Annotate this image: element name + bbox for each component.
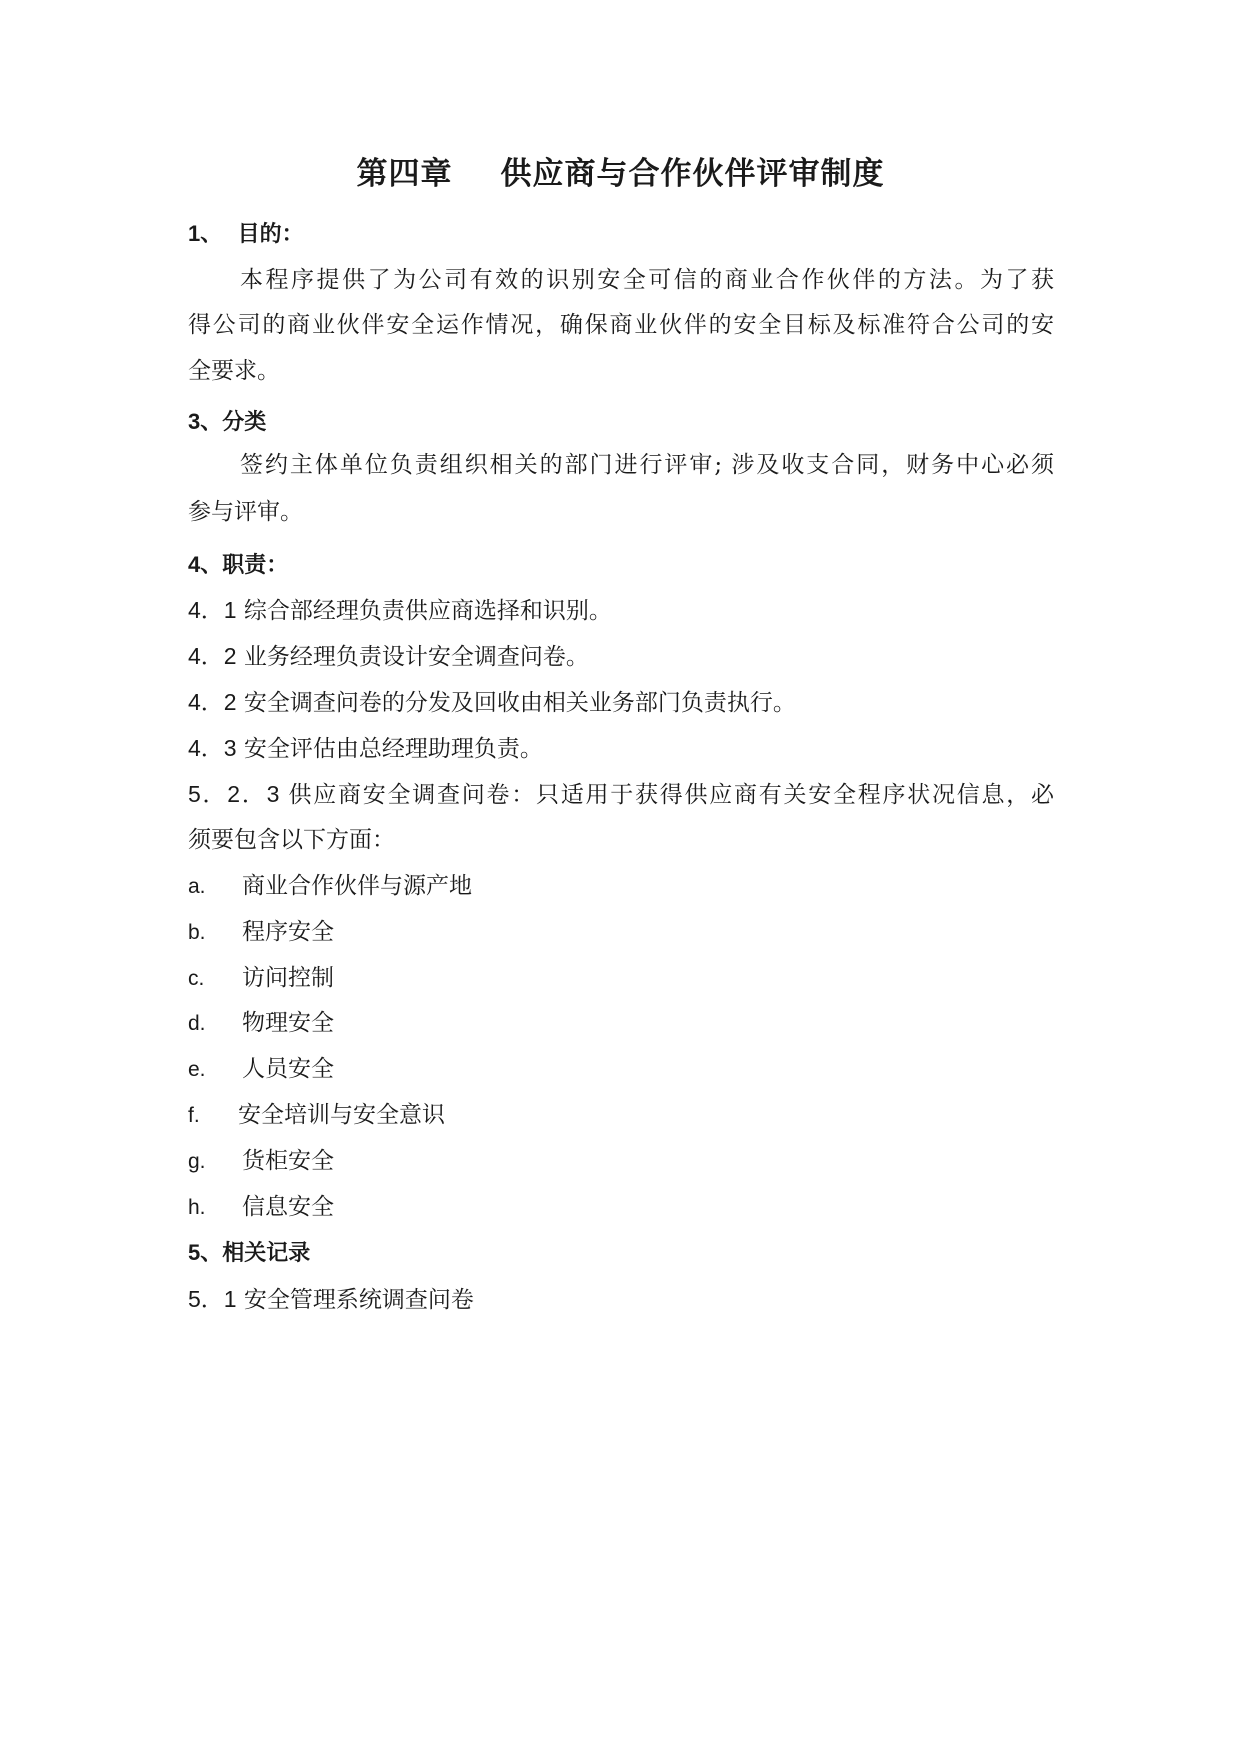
list-item-text: 安全培训与安全意识 <box>238 1102 445 1128</box>
section-number: 1、 <box>188 221 223 246</box>
section-title: 职责： <box>222 553 289 578</box>
list-item-text: 程序安全 <box>242 919 334 945</box>
purpose-line-1: 本程序提供了为公司有效的识别安全可信的商业合作伙伴的方法。为了获 <box>240 267 1054 293</box>
section-title: 分类 <box>222 410 267 435</box>
duty-item <box>188 732 543 765</box>
duty-item-number: 4．2 <box>188 689 237 715</box>
record-item-number: 5．1 <box>188 1286 237 1312</box>
record-item-text: 安全管理系统调查问卷 <box>243 1287 474 1313</box>
duty-item-number: 4．2 <box>188 643 237 669</box>
section-records-heading <box>188 1237 310 1270</box>
list-item-text: 信息安全 <box>242 1194 334 1220</box>
questionnaire-line-1 <box>188 778 1054 811</box>
list-item-text: 商业合作伙伴与源产地 <box>242 873 472 899</box>
duty-item-text: 安全评估由总经理助理负责。 <box>243 736 543 762</box>
list-item <box>188 1007 334 1040</box>
section-classification-heading <box>188 406 266 439</box>
duty-item <box>188 686 796 719</box>
section-title: 目的： <box>237 222 304 247</box>
purpose-line-3: 全要求。 <box>188 358 280 384</box>
list-item-text: 物理安全 <box>242 1010 334 1036</box>
questionnaire-line-2: 须要包含以下方面： <box>188 827 395 853</box>
duty-item-number: 4．3 <box>188 735 237 761</box>
list-item <box>188 962 334 995</box>
chapter-title: 供应商与合作伙伴评审制度 <box>500 156 885 192</box>
duty-item-text: 业务经理负责设计安全调查问卷。 <box>243 644 589 670</box>
classification-line-1: 签约主体单位负责组织相关的部门进行评审; 涉及收支合同，财务中心必须 <box>240 452 1054 478</box>
list-item-letter: e. <box>188 1058 206 1081</box>
list-item-text: 货柜安全 <box>242 1148 334 1174</box>
section-number: 3、 <box>188 409 223 434</box>
list-item-letter: b. <box>188 921 206 944</box>
list-item-letter: g. <box>188 1150 206 1173</box>
chapter-label: 第四章 <box>356 156 453 192</box>
questionnaire-number: 5．2．3 <box>188 781 280 807</box>
duty-item-text: 综合部经理负责供应商选择和识别。 <box>243 598 612 624</box>
page-title <box>0 148 1241 193</box>
list-item-letter: d. <box>188 1012 206 1035</box>
duty-item-number: 4．1 <box>188 597 237 623</box>
list-item <box>188 870 472 903</box>
section-title: 相关记录 <box>222 1241 311 1266</box>
list-item-letter: a. <box>188 875 206 898</box>
section-number: 5、 <box>188 1240 223 1265</box>
section-purpose-heading <box>188 218 304 251</box>
section-duties-heading <box>188 549 288 582</box>
list-item-letter: c. <box>188 967 205 990</box>
classification-line-2: 参与评审。 <box>188 499 303 525</box>
record-item <box>188 1283 474 1316</box>
section-number: 4、 <box>188 552 223 577</box>
duty-item-text: 安全调查问卷的分发及回收由相关业务部门负责执行。 <box>243 690 796 716</box>
list-item <box>188 1145 334 1178</box>
duty-item <box>188 640 589 673</box>
list-item <box>188 1053 334 1086</box>
list-item-letter: f. <box>188 1104 200 1127</box>
list-item <box>188 1099 445 1132</box>
list-item-text: 访问控制 <box>242 965 334 991</box>
list-item-text: 人员安全 <box>242 1056 334 1082</box>
questionnaire-text: 供应商安全调查问卷：只适用于获得供应商有关安全程序状况信息，必 <box>288 782 1055 808</box>
list-item <box>188 1191 334 1224</box>
list-item-letter: h. <box>188 1196 206 1219</box>
duty-item <box>188 594 612 627</box>
list-item <box>188 916 334 949</box>
purpose-line-2: 得公司的商业伙伴安全运作情况，确保商业伙伴的安全目标及标准符合公司的安 <box>188 312 1054 338</box>
